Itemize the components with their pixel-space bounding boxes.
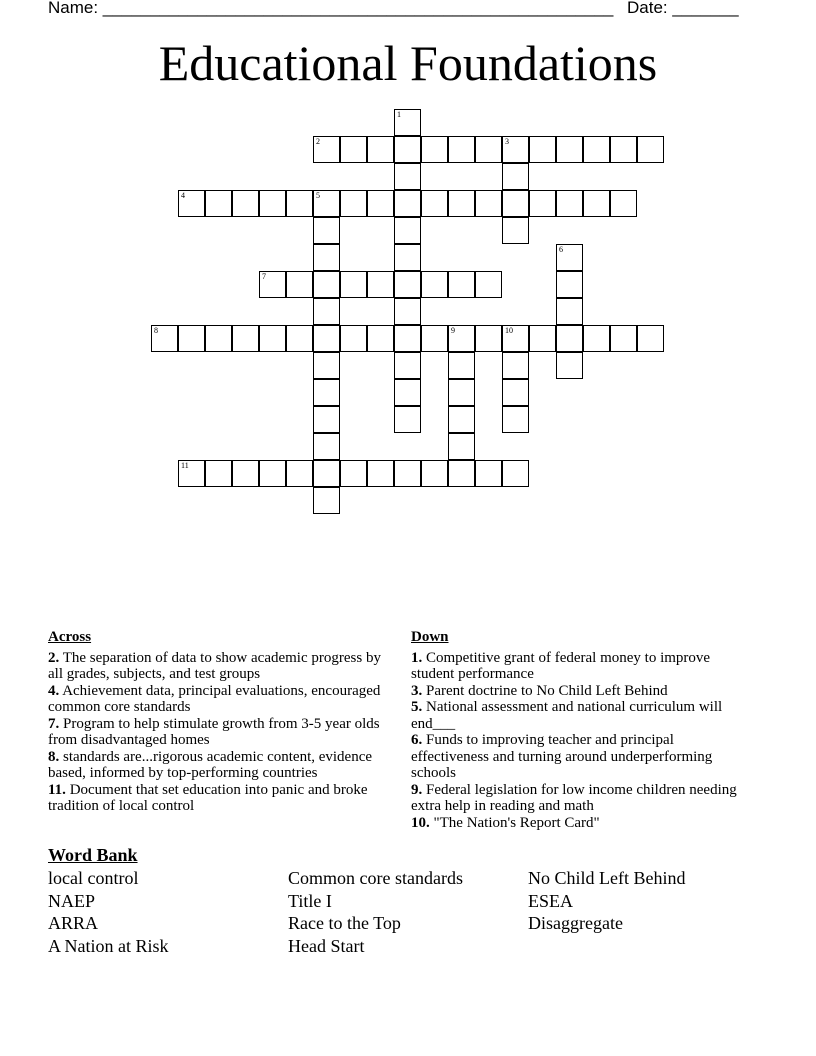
crossword-cell[interactable] [178, 460, 205, 487]
page-title: Educational Foundations [158, 35, 658, 91]
crossword-cell[interactable] [313, 352, 340, 379]
crossword-cell[interactable] [610, 136, 637, 163]
crossword-cell[interactable] [448, 433, 475, 460]
crossword-cell[interactable] [556, 325, 583, 352]
down-heading: Down [411, 629, 449, 645]
clue-down-3: 3. Parent doctrine to No Child Left Behind [411, 682, 668, 699]
clue-across-7: 7. Program to help stimulate growth from 3-5 year olds from disadvantaged homes [48, 715, 380, 748]
clue-number: 5 [316, 191, 320, 200]
crossword-cell[interactable] [313, 217, 340, 244]
crossword-cell[interactable] [394, 298, 421, 325]
word-bank-item: local control [48, 868, 139, 888]
crossword-cell[interactable] [421, 325, 448, 352]
clue-number: 7 [262, 272, 266, 281]
clue-number: 11 [181, 461, 189, 470]
crossword-cell[interactable] [475, 190, 502, 217]
crossword-cell[interactable] [232, 325, 259, 352]
crossword-cell[interactable] [448, 406, 475, 433]
word-bank-item: No Child Left Behind [528, 868, 686, 888]
clue-down-10: 10. "The Nation's Report Card" [411, 814, 600, 831]
crossword-cell[interactable] [502, 406, 529, 433]
crossword-cell[interactable] [421, 460, 448, 487]
clue-down-1: 1. Competitive grant of federal money to improve student performance [411, 649, 711, 682]
crossword-cell[interactable] [232, 460, 259, 487]
crossword-cell[interactable] [367, 271, 394, 298]
crossword-cell[interactable] [394, 406, 421, 433]
crossword-cell[interactable] [637, 136, 664, 163]
crossword-cell[interactable] [205, 460, 232, 487]
word-bank-item: Race to the Top [288, 913, 401, 934]
crossword-cell[interactable] [340, 460, 367, 487]
crossword-cell[interactable] [583, 325, 610, 352]
crossword-cell[interactable] [610, 325, 637, 352]
clue-number: 2 [316, 137, 320, 146]
crossword-cell[interactable] [529, 190, 556, 217]
crossword-cell[interactable] [394, 379, 421, 406]
clue-number: 9 [451, 326, 455, 335]
clue-across-11: 11. Document that set education into panic and broke tradition of local control [48, 781, 368, 814]
crossword-cell[interactable] [475, 460, 502, 487]
date-field[interactable]: Date: _______ [627, 0, 739, 17]
crossword-cell[interactable] [259, 325, 286, 352]
crossword-cell[interactable] [313, 190, 340, 217]
across-clues [48, 629, 398, 815]
crossword-cell[interactable] [394, 352, 421, 379]
crossword-cell[interactable] [313, 460, 340, 487]
crossword-cell[interactable] [367, 136, 394, 163]
crossword-cell[interactable] [259, 460, 286, 487]
word-bank-item: Head Start [288, 936, 365, 957]
crossword-cell[interactable] [448, 460, 475, 487]
crossword-cell[interactable] [448, 379, 475, 406]
crossword-cell[interactable] [448, 352, 475, 379]
crossword-cell[interactable] [394, 325, 421, 352]
crossword-cell[interactable] [475, 136, 502, 163]
crossword-cell[interactable] [583, 136, 610, 163]
crossword-cell[interactable] [502, 136, 529, 163]
crossword-cell[interactable] [232, 190, 259, 217]
crossword-cell[interactable] [286, 271, 313, 298]
word-bank-item: Disaggregate [528, 913, 623, 934]
crossword-cell[interactable] [313, 136, 340, 163]
clue-number: 10 [505, 326, 513, 335]
word-bank-item: NAEP [48, 890, 96, 911]
crossword-cell[interactable] [556, 190, 583, 217]
crossword-cell[interactable] [502, 325, 529, 352]
crossword-cell[interactable] [529, 325, 556, 352]
crossword-cell[interactable] [448, 325, 475, 352]
word-bank-item: A Nation at Risk [48, 936, 169, 957]
clue-across-8: 8. standards are...rigorous academic content, evidence based, informed by top-performing countries [48, 748, 373, 781]
crossword-cell[interactable] [367, 190, 394, 217]
crossword-cell[interactable] [583, 190, 610, 217]
crossword-cell[interactable] [502, 190, 529, 217]
crossword-cell[interactable] [313, 379, 340, 406]
crossword-cell[interactable] [286, 325, 313, 352]
crossword-cell[interactable] [394, 460, 421, 487]
crossword-cell[interactable] [286, 190, 313, 217]
crossword-cell[interactable] [502, 352, 529, 379]
crossword-cell[interactable] [421, 136, 448, 163]
name-field[interactable]: Name: ______________________________________________________ [48, 0, 614, 17]
crossword-cell[interactable] [394, 217, 421, 244]
crossword-cell[interactable] [313, 271, 340, 298]
crossword-cell[interactable] [475, 325, 502, 352]
crossword-cell[interactable] [502, 163, 529, 190]
crossword-cell[interactable] [394, 244, 421, 271]
crossword-cell[interactable] [259, 190, 286, 217]
word-bank [48, 867, 768, 958]
crossword-cell[interactable] [448, 190, 475, 217]
word-bank-item: Common core standards [288, 868, 463, 888]
crossword-cell[interactable] [448, 136, 475, 163]
crossword-cell[interactable] [367, 460, 394, 487]
crossword-cell[interactable] [637, 325, 664, 352]
crossword-cell[interactable] [610, 190, 637, 217]
crossword-cell[interactable] [421, 190, 448, 217]
crossword-cell[interactable] [340, 325, 367, 352]
crossword-cell[interactable] [313, 487, 340, 514]
crossword-cell[interactable] [502, 460, 529, 487]
crossword-cell[interactable] [394, 109, 421, 136]
crossword-cell[interactable] [151, 325, 178, 352]
word-bank-title: Word Bank [48, 845, 138, 865]
clue-across-2: 2. The separation of data to show academic progress by all grades, subjects, and test groups [48, 649, 381, 682]
crossword-cell[interactable] [313, 298, 340, 325]
crossword-cell[interactable] [421, 271, 448, 298]
clue-down-5: 5. National assessment and national curriculum will end___ [411, 699, 723, 732]
crossword-cell[interactable] [178, 325, 205, 352]
crossword-cell[interactable] [394, 136, 421, 163]
crossword-cell[interactable] [556, 271, 583, 298]
crossword-cell[interactable] [502, 379, 529, 406]
crossword-cell[interactable] [556, 298, 583, 325]
word-bank-item: Title I [288, 890, 332, 911]
crossword-cell[interactable] [367, 325, 394, 352]
crossword-cell[interactable] [205, 325, 232, 352]
crossword-cell[interactable] [340, 136, 367, 163]
crossword-cell[interactable] [394, 190, 421, 217]
crossword-cell[interactable] [313, 433, 340, 460]
crossword-cell[interactable] [340, 271, 367, 298]
clue-across-4: 4. Achievement data, principal evaluations, encouraged common core standards [48, 682, 381, 715]
crossword-cell[interactable] [475, 271, 502, 298]
clue-number: 8 [154, 326, 158, 335]
clue-down-9: 9. Federal legislation for low income children needing extra help in reading and math [411, 781, 737, 814]
crossword-cell[interactable] [313, 325, 340, 352]
down-clues [411, 629, 751, 831]
crossword-cell[interactable] [394, 163, 421, 190]
crossword-cell[interactable] [556, 244, 583, 271]
clue-down-6: 6. Funds to improving teacher and principal effectiveness and turning around underperforming schools [411, 732, 713, 781]
crossword-cell[interactable] [313, 406, 340, 433]
crossword-cell[interactable] [313, 244, 340, 271]
crossword-cell[interactable] [394, 271, 421, 298]
crossword-cell[interactable] [259, 271, 286, 298]
crossword-cell[interactable] [448, 271, 475, 298]
crossword-cell[interactable] [529, 136, 556, 163]
clue-number: 6 [559, 245, 563, 254]
crossword-cell[interactable] [178, 190, 205, 217]
across-heading: Across [48, 629, 92, 645]
clue-number: 4 [181, 191, 185, 200]
crossword-cell[interactable] [556, 352, 583, 379]
clue-number: 3 [505, 137, 509, 146]
word-bank-item: ESEA [528, 890, 573, 911]
clue-number: 1 [397, 110, 401, 119]
crossword-cell[interactable] [286, 460, 313, 487]
crossword-cell[interactable] [205, 190, 232, 217]
crossword-cell[interactable] [340, 190, 367, 217]
word-bank-item: ARRA [48, 913, 99, 934]
crossword-cell[interactable] [502, 217, 529, 244]
crossword-cell[interactable] [556, 136, 583, 163]
